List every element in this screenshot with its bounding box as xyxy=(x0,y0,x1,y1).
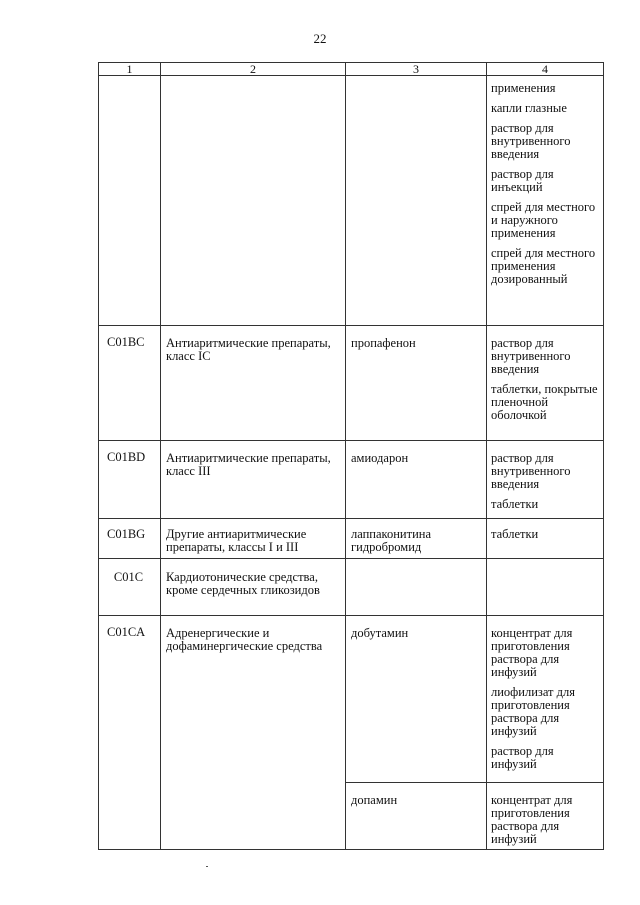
substance-cell xyxy=(346,616,487,783)
header-row xyxy=(99,63,604,76)
group-cell xyxy=(161,519,346,559)
drug-classification-table xyxy=(98,62,604,850)
atc-code: C01BD xyxy=(107,450,146,464)
code-cell xyxy=(99,76,161,326)
group-cell xyxy=(161,616,346,850)
group-cell xyxy=(161,76,346,326)
dosage-form: лиофилизат для приготовления раствора для инфузий xyxy=(491,685,575,738)
dosage-form: раствор для внутривенного введения xyxy=(491,121,571,161)
code-cell xyxy=(99,616,161,850)
dosage-form: таблетки xyxy=(491,527,539,541)
substance-name: добутамин xyxy=(351,626,409,640)
group-cell xyxy=(161,326,346,441)
atc-code: C01BG xyxy=(107,527,146,541)
group-cell xyxy=(161,559,346,616)
code-cell xyxy=(99,519,161,559)
substance-cell xyxy=(346,76,487,326)
forms-cell xyxy=(487,441,604,519)
substance-cell xyxy=(346,326,487,441)
dosage-form: капли глазные xyxy=(491,101,567,115)
dosage-form: концентрат для приготовления раствора для инфузий xyxy=(491,793,573,846)
dosage-form: раствор для внутривенного введения xyxy=(491,451,571,491)
group-name: Антиаритмические препараты, класс IC xyxy=(166,336,331,363)
substance-name: допамин xyxy=(351,793,398,807)
table-row xyxy=(99,559,604,616)
forms-cell xyxy=(487,519,604,559)
forms-cell xyxy=(487,783,604,850)
group-name: Адренергические и дофаминергические средства xyxy=(166,626,323,653)
substance-cell xyxy=(346,441,487,519)
forms-cell xyxy=(487,559,604,616)
dosage-form: концентрат для приготовления раствора для инфузий xyxy=(491,626,573,679)
table-row xyxy=(99,616,604,783)
dosage-form: спрей для местного и наружного применения xyxy=(491,200,596,240)
substance-name: амиодарон xyxy=(351,451,409,465)
atc-code: C01CA xyxy=(107,625,146,639)
table-row xyxy=(99,441,604,519)
group-cell xyxy=(161,441,346,519)
column-header-4: 4 xyxy=(487,63,604,76)
dosage-form: раствор для инъекций xyxy=(491,167,554,194)
code-cell xyxy=(99,326,161,441)
atc-code: C01C xyxy=(113,570,144,584)
code-cell xyxy=(99,559,161,616)
substance-name: пропафенон xyxy=(351,336,416,350)
column-header-3: 3 xyxy=(346,63,487,76)
atc-code: C01BC xyxy=(107,335,145,349)
dosage-form: раствор для внутривенного введения xyxy=(491,336,571,376)
forms-cell xyxy=(487,76,604,326)
substance-name: лаппаконитина гидробромид xyxy=(351,527,432,554)
dosage-form: таблетки xyxy=(491,497,539,511)
page-number: 22 xyxy=(313,31,327,46)
column-header-1: 1 xyxy=(99,63,161,76)
substance-cell xyxy=(346,559,487,616)
group-name: Антиаритмические препараты, класс III xyxy=(166,451,331,478)
dosage-form: спрей для местного применения дозированный xyxy=(491,246,596,286)
table-row-continuation xyxy=(99,76,604,326)
forms-cell xyxy=(487,326,604,441)
column-header-2: 2 xyxy=(161,63,346,76)
table-row xyxy=(99,519,604,559)
group-name: Кардиотонические средства, кроме сердечных гликозидов xyxy=(166,570,320,597)
substance-cell xyxy=(346,519,487,559)
scan-speck xyxy=(206,866,208,867)
group-name: Другие антиаритмические препараты, классы I и III xyxy=(166,527,307,554)
dosage-form: раствор для инфузий xyxy=(491,744,554,771)
code-cell xyxy=(99,441,161,519)
forms-cell xyxy=(487,616,604,783)
substance-cell xyxy=(346,783,487,850)
dosage-form: таблетки, покрытые пленочной оболочкой xyxy=(491,382,598,422)
dosage-form: применения xyxy=(491,81,556,95)
table-row xyxy=(99,326,604,441)
